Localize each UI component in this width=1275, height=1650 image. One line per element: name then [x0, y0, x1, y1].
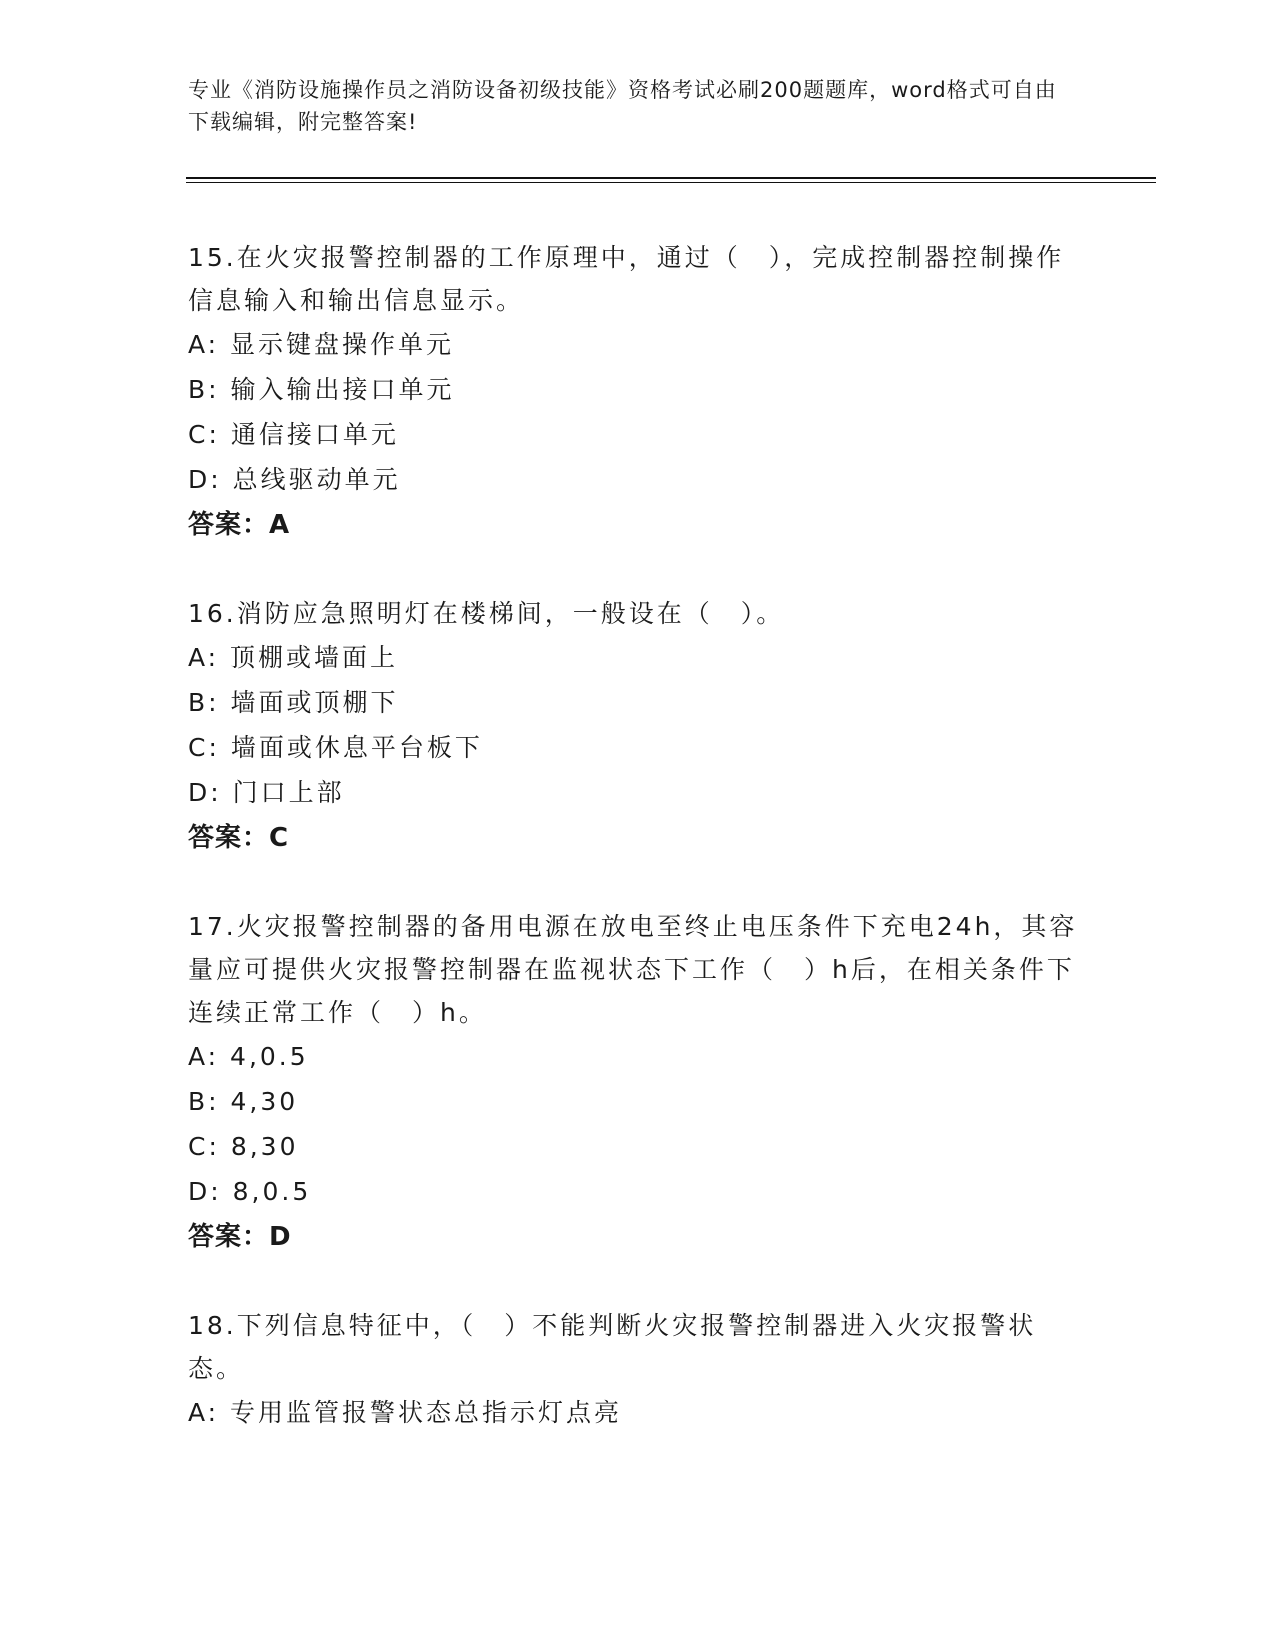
option-c: C: 8,30 [188, 1132, 299, 1161]
answer: 答案：C [188, 823, 290, 853]
header-divider-thin [186, 182, 1156, 183]
answer: 答案：D [188, 1222, 292, 1252]
option-a: A: 专用监管报警状态总指示灯点亮 [188, 1398, 623, 1427]
option-d: D: 8,0.5 [188, 1177, 312, 1206]
question-17 [188, 905, 1088, 1260]
header-divider-thick [186, 177, 1156, 179]
option-d: D: 门口上部 [188, 778, 345, 807]
option-b: B: 墙面或顶棚下 [188, 688, 399, 717]
option-c: C: 通信接口单元 [188, 420, 399, 449]
question-15 [188, 236, 1088, 548]
option-b: B: 4,30 [188, 1087, 299, 1116]
question-16 [188, 592, 1088, 861]
option-a: A: 显示键盘操作单元 [188, 330, 455, 359]
option-c: C: 墙面或休息平台板下 [188, 733, 483, 762]
question-text: 18.下列信息特征中，（ ）不能判断火灾报警控制器进入火灾报警状态。 [188, 1311, 1037, 1383]
question-text: 15.在火灾报警控制器的工作原理中，通过（ ），完成控制器控制操作信息输入和输出信息显示。 [188, 243, 1065, 315]
question-text: 17.火灾报警控制器的备用电源在放电至终止电压条件下充电24h，其容量应可提供火灾报警控制器在监视状态下工作（ ）h后，在相关条件下连续正常工作（ ）h。 [188, 912, 1078, 1027]
answer: 答案：A [188, 510, 291, 540]
option-a: A: 4,0.5 [188, 1042, 309, 1071]
document-header: 专业《消防设施操作员之消防设备初级技能》资格考试必刷200题题库，word格式可自由下载编辑，附完整答案! [188, 78, 1057, 134]
option-d: D: 总线驱动单元 [188, 465, 401, 494]
question-list [188, 236, 1088, 1479]
question-text: 16.消防应急照明灯在楼梯间，一般设在（ ）。 [188, 599, 785, 628]
question-18 [188, 1304, 1088, 1435]
option-b: B: 输入输出接口单元 [188, 375, 455, 404]
option-a: A: 顶棚或墙面上 [188, 643, 399, 672]
